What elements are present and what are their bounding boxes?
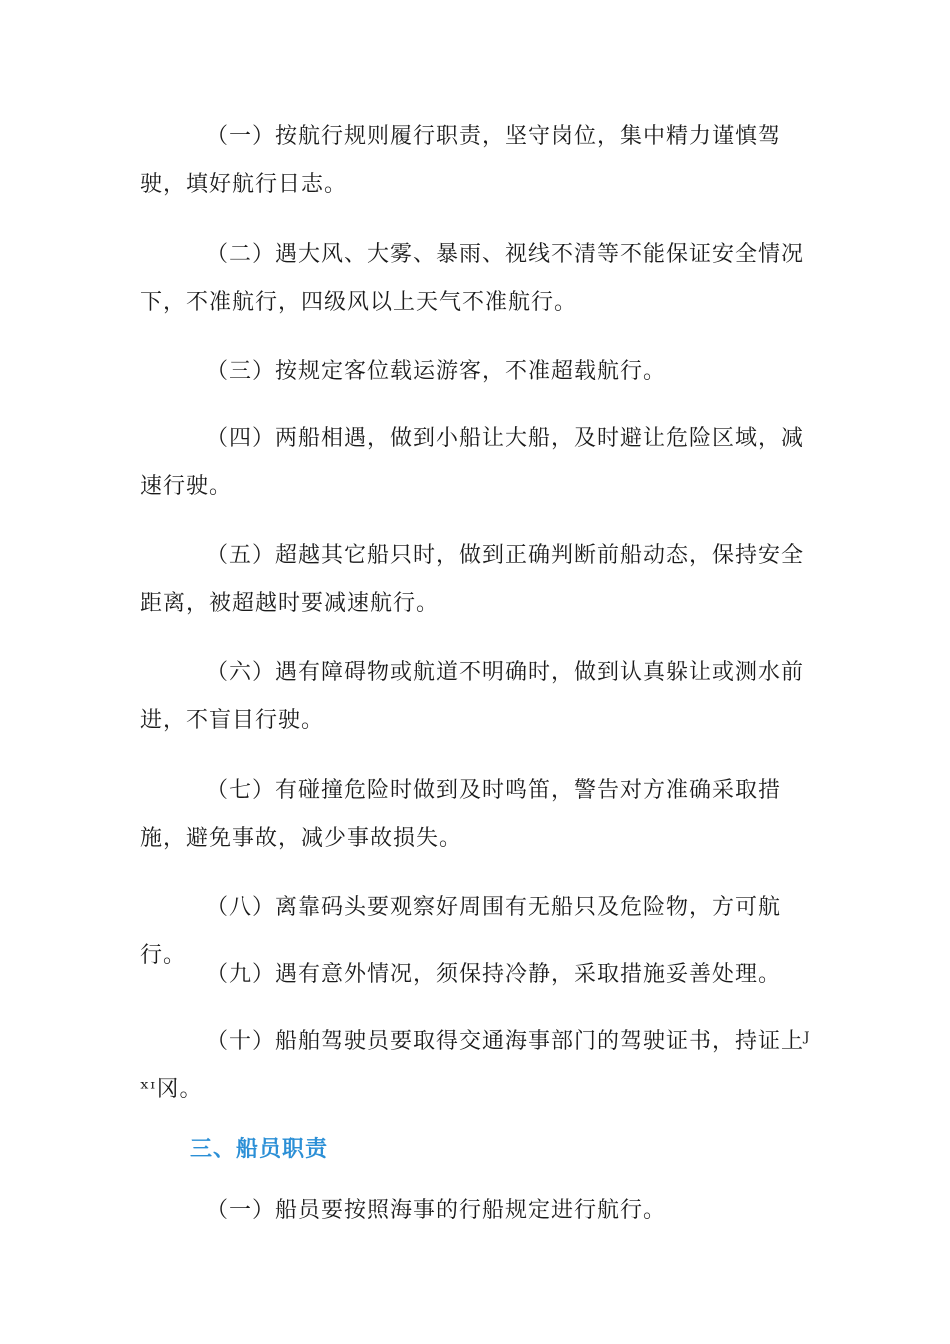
rule-paragraph-4: （四）两船相遇，做到小船让大船，及时避让危险区域，减速行驶。 (140, 426, 805, 499)
rule-paragraph-10: （十）船舶驾驶员要取得交通海事部门的驾驶证书，持证上ᴶˣᶦ冈。 (140, 1029, 811, 1102)
rule-paragraph-8: （八）离靠码头要观察好周围有无船只及危险物，方可航行。 (140, 895, 782, 968)
rule-paragraph-1: （一）按航行规则履行职责，坚守岗位，集中精力谨慎驾驶，填好航行日志。 (140, 124, 782, 197)
rule-paragraph-3: （三）按规定客位载运游客，不准超载航行。 (206, 359, 667, 384)
rule-paragraph-2: （二）遇大风、大雾、暴雨、视线不清等不能保证安全情况下，不准航行，四级风以上天气不准航行。 (140, 242, 805, 315)
crew-duty-paragraph-1: （一）船员要按照海事的行船规定进行航行。 (206, 1198, 667, 1223)
rule-paragraph-6: （六）遇有障碍物或航道不明确时，做到认真躲让或测水前进，不盲目行驶。 (140, 660, 805, 733)
rule-paragraph-7: （七）有碰撞危险时做到及时鸣笛，警告对方准确采取措施，避免事故，减少事故损失。 (140, 778, 782, 851)
section-heading: 三、船员职责 (190, 1137, 329, 1162)
rule-paragraph-9: （九）遇有意外情况，须保持冷静，采取措施妥善处理。 (206, 962, 782, 987)
rule-paragraph-5: （五）超越其它船只时，做到正确判断前船动态，保持安全距离，被超越时要减速航行。 (140, 543, 805, 616)
